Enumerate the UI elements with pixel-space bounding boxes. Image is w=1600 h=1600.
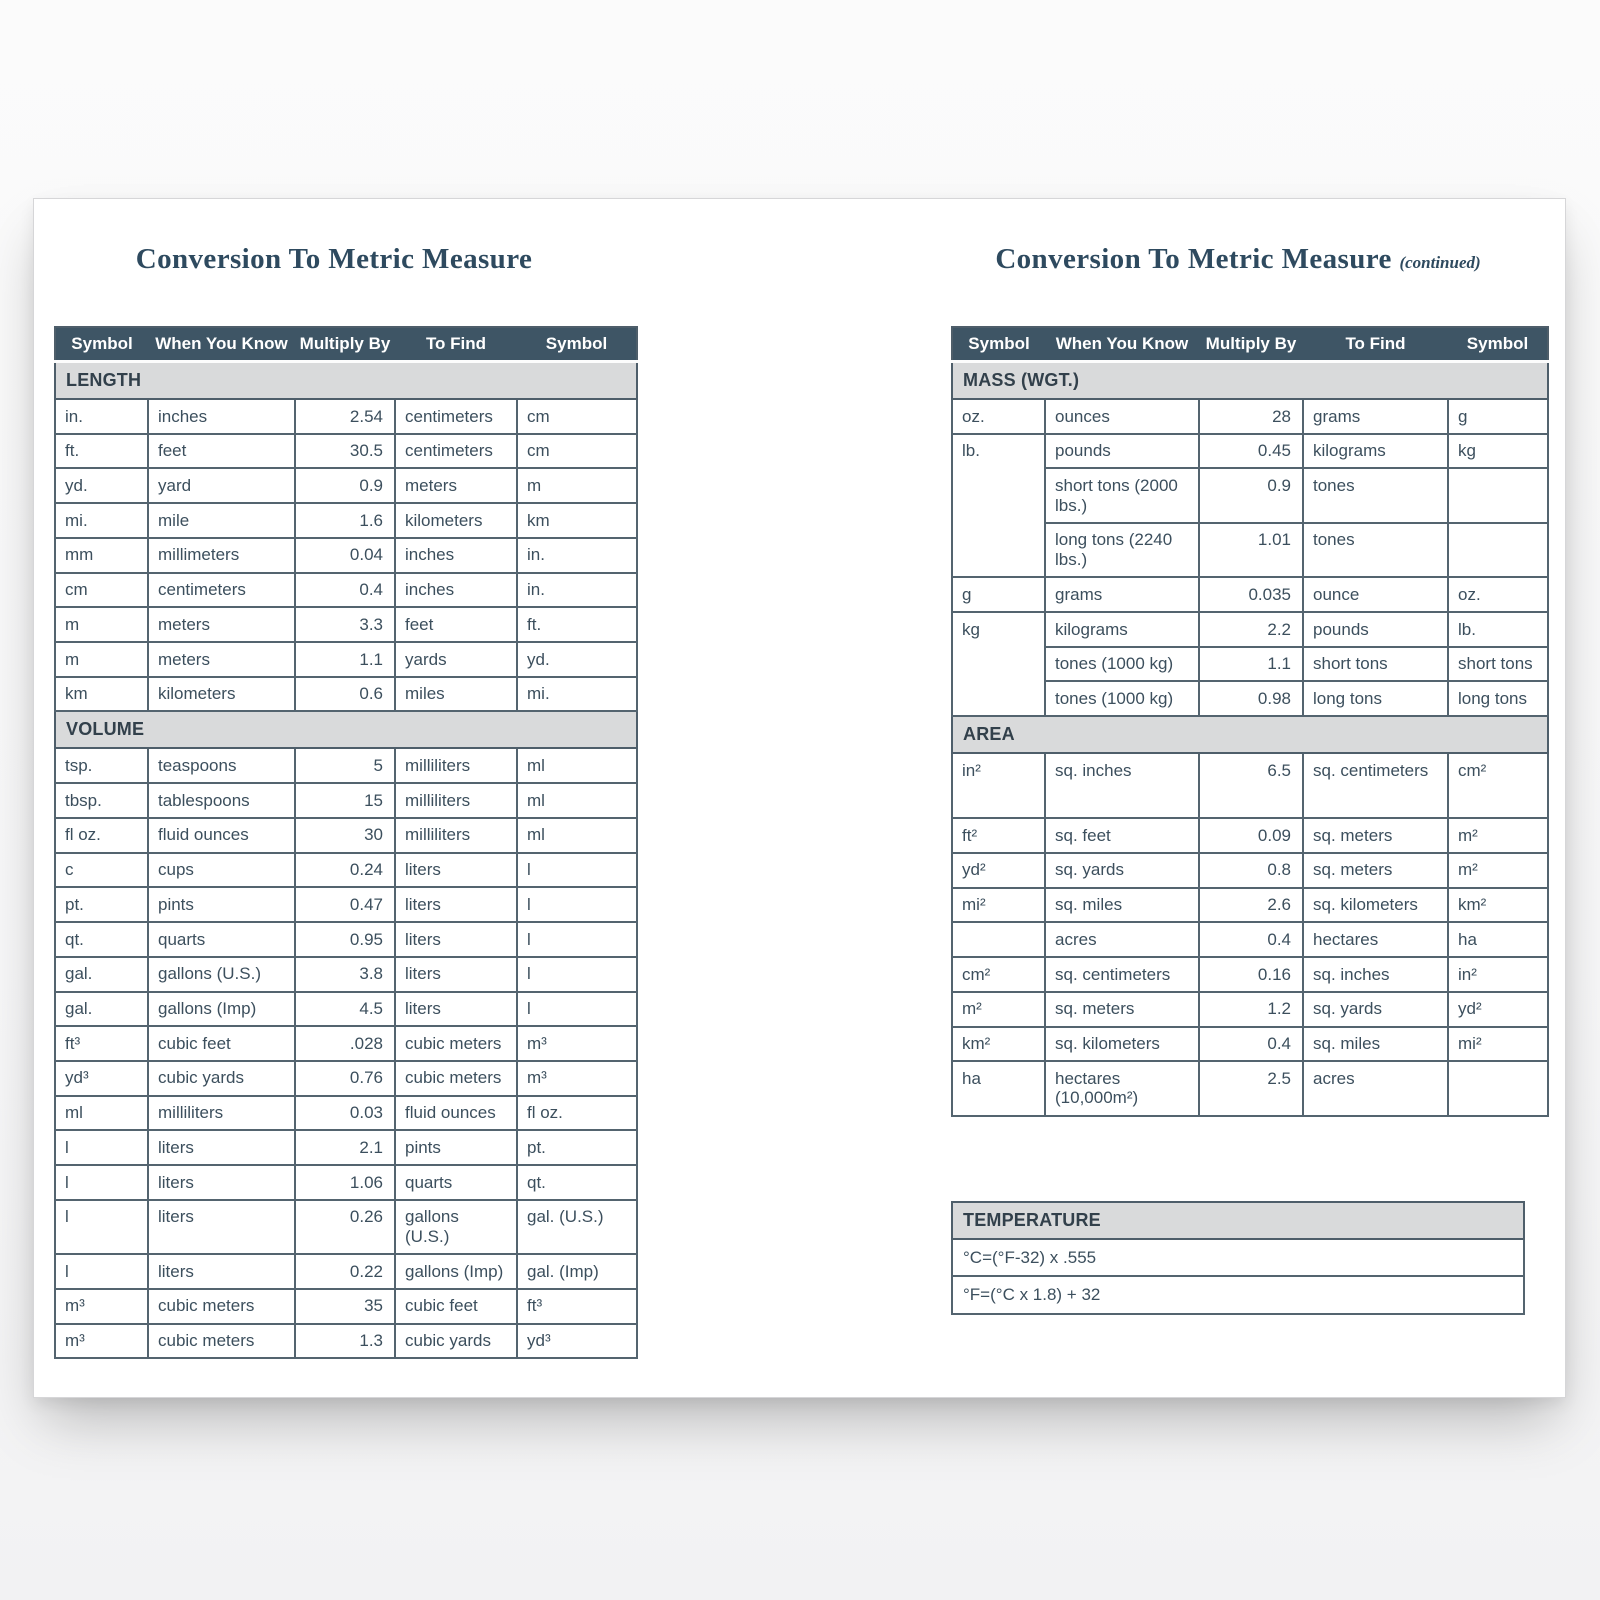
table-row xyxy=(952,434,1548,469)
table-cell: long tons (2240 lbs.) xyxy=(1045,523,1199,577)
table-cell: 0.76 xyxy=(295,1061,395,1096)
table-cell: ml xyxy=(55,1096,148,1131)
table-row xyxy=(952,1061,1548,1115)
table-row xyxy=(952,753,1548,818)
table-row xyxy=(55,1096,637,1131)
table-cell: l xyxy=(517,922,637,957)
table-cell: m² xyxy=(1448,818,1548,853)
table-row xyxy=(55,748,637,783)
table-cell: cubic meters xyxy=(148,1289,295,1324)
table-cell: lb. xyxy=(1448,612,1548,647)
table-cell: m xyxy=(55,607,148,642)
table-cell: pints xyxy=(395,1130,517,1165)
table-cell: 2.2 xyxy=(1199,612,1303,647)
table-cell: acres xyxy=(1303,1061,1448,1115)
table-cell: gallons (Imp) xyxy=(395,1254,517,1289)
table-cell: sq. meters xyxy=(1303,818,1448,853)
table-cell: 0.09 xyxy=(1199,818,1303,853)
table-cell: liters xyxy=(148,1165,295,1200)
table-cell: liters xyxy=(395,957,517,992)
table-cell: g xyxy=(1448,399,1548,434)
table-row xyxy=(55,468,637,503)
table-cell: 1.06 xyxy=(295,1165,395,1200)
table-cell: sq. centimeters xyxy=(1045,957,1199,992)
table-cell: m xyxy=(55,642,148,677)
table-cell: cubic meters xyxy=(395,1026,517,1061)
table-row xyxy=(55,922,637,957)
table-cell: acres xyxy=(1045,922,1199,957)
header-row xyxy=(952,327,1548,362)
table-cell: pints xyxy=(148,887,295,922)
table-cell: l xyxy=(517,957,637,992)
table-cell: 0.9 xyxy=(295,468,395,503)
table-cell: oz. xyxy=(1448,577,1548,612)
column-header: To Find xyxy=(395,327,517,362)
table-row xyxy=(952,957,1548,992)
table-cell: sq. meters xyxy=(1303,853,1448,888)
table-cell: liters xyxy=(395,887,517,922)
page-title-right xyxy=(951,243,1525,276)
table-cell: 0.035 xyxy=(1199,577,1303,612)
table-cell: kilograms xyxy=(1303,434,1448,469)
table-cell: fl oz. xyxy=(517,1096,637,1131)
section-header: LENGTH xyxy=(55,362,637,400)
table-row xyxy=(55,1254,637,1289)
table-cell: cubic yards xyxy=(395,1324,517,1359)
table-cell: in. xyxy=(517,573,637,608)
table-cell: in² xyxy=(952,753,1045,818)
table-row xyxy=(55,1200,637,1254)
table-row xyxy=(55,957,637,992)
table-row xyxy=(952,1239,1524,1277)
table-row xyxy=(55,1289,637,1324)
table-cell: sq. inches xyxy=(1303,957,1448,992)
column-header: Multiply By xyxy=(295,327,395,362)
table-cell: liters xyxy=(148,1130,295,1165)
table-row xyxy=(55,503,637,538)
table-cell: 1.1 xyxy=(1199,647,1303,682)
table-cell: meters xyxy=(148,607,295,642)
table-cell: quarts xyxy=(148,922,295,957)
table-cell: quarts xyxy=(395,1165,517,1200)
table-cell: cm² xyxy=(1448,753,1548,818)
table-row xyxy=(55,783,637,818)
table-cell: l xyxy=(517,853,637,888)
table-row xyxy=(952,1276,1524,1314)
table-cell xyxy=(1448,1061,1548,1115)
section-header: AREA xyxy=(952,716,1548,753)
table-cell: 1.3 xyxy=(295,1324,395,1359)
table-cell: mi² xyxy=(952,888,1045,923)
table-cell: short tons xyxy=(1303,647,1448,682)
header-row xyxy=(55,327,637,362)
temperature-table xyxy=(951,1201,1525,1315)
table-cell: l xyxy=(55,1254,148,1289)
table-cell: 0.4 xyxy=(1199,1027,1303,1062)
section-row xyxy=(952,716,1548,753)
table-cell: tbsp. xyxy=(55,783,148,818)
column-header: Symbol xyxy=(952,327,1045,362)
continued-note: (continued) xyxy=(1399,253,1481,272)
table-cell: m³ xyxy=(55,1289,148,1324)
table-cell: cm xyxy=(55,573,148,608)
table-cell: in. xyxy=(55,399,148,434)
table-cell: 0.26 xyxy=(295,1200,395,1254)
table-cell: kilometers xyxy=(148,677,295,712)
table-cell: in. xyxy=(517,538,637,573)
column-header: Multiply By xyxy=(1199,327,1303,362)
left-page-column xyxy=(54,243,614,1359)
table-cell: fluid ounces xyxy=(395,1096,517,1131)
table-cell: ha xyxy=(1448,922,1548,957)
table-row xyxy=(55,1324,637,1359)
table-cell: tablespoons xyxy=(148,783,295,818)
table-cell: gal. (U.S.) xyxy=(517,1200,637,1254)
table-cell: pounds xyxy=(1045,434,1199,469)
table-cell: m² xyxy=(1448,853,1548,888)
table-cell: km² xyxy=(1448,888,1548,923)
table-row xyxy=(952,888,1548,923)
table-cell: yd³ xyxy=(517,1324,637,1359)
table-cell: 3.3 xyxy=(295,607,395,642)
table-cell: mi. xyxy=(55,503,148,538)
table-cell: 2.5 xyxy=(1199,1061,1303,1115)
table-row xyxy=(55,677,637,712)
table-cell: cm xyxy=(517,399,637,434)
table-cell: sq. centimeters xyxy=(1303,753,1448,818)
table-cell: 0.6 xyxy=(295,677,395,712)
table-cell: cubic yards xyxy=(148,1061,295,1096)
table-cell: millimeters xyxy=(148,538,295,573)
table-cell: sq. miles xyxy=(1303,1027,1448,1062)
table-cell: tones xyxy=(1303,523,1448,577)
table-cell: km² xyxy=(952,1027,1045,1062)
column-header: Symbol xyxy=(55,327,148,362)
table-cell: tones (1000 kg) xyxy=(1045,647,1199,682)
table-cell: 28 xyxy=(1199,399,1303,434)
table-cell: 2.54 xyxy=(295,399,395,434)
table-cell xyxy=(952,922,1045,957)
table-cell: centimeters xyxy=(395,399,517,434)
table-cell: m xyxy=(517,468,637,503)
table-cell: 1.1 xyxy=(295,642,395,677)
table-cell: ft. xyxy=(517,607,637,642)
table-row xyxy=(55,399,637,434)
table-cell: sq. yards xyxy=(1045,853,1199,888)
table-cell: c xyxy=(55,853,148,888)
table-cell: sq. miles xyxy=(1045,888,1199,923)
table-cell: milliliters xyxy=(395,818,517,853)
table-cell: gal. xyxy=(55,957,148,992)
table-cell: lb. xyxy=(952,434,1045,578)
table-cell: centimeters xyxy=(148,573,295,608)
table-row xyxy=(952,612,1548,647)
table-cell: m³ xyxy=(517,1061,637,1096)
table-cell: 1.01 xyxy=(1199,523,1303,577)
table-row xyxy=(55,573,637,608)
table-cell: 5 xyxy=(295,748,395,783)
table-cell: sq. kilometers xyxy=(1045,1027,1199,1062)
table-row xyxy=(55,538,637,573)
column-header: To Find xyxy=(1303,327,1448,362)
table-cell: ft² xyxy=(952,818,1045,853)
table-cell: m³ xyxy=(517,1026,637,1061)
table-cell: cups xyxy=(148,853,295,888)
table-cell: ft³ xyxy=(517,1289,637,1324)
table-cell: kilometers xyxy=(395,503,517,538)
table-cell: cubic feet xyxy=(148,1026,295,1061)
table-cell: l xyxy=(55,1130,148,1165)
table-cell: long tons xyxy=(1303,681,1448,716)
table-cell: mile xyxy=(148,503,295,538)
table-cell: 3.8 xyxy=(295,957,395,992)
table-cell: milliliters xyxy=(395,748,517,783)
table-cell: liters xyxy=(395,853,517,888)
table-cell: sq. kilometers xyxy=(1303,888,1448,923)
table-cell: kg xyxy=(952,612,1045,716)
section-header: MASS (WGT.) xyxy=(952,362,1548,400)
formula-celsius: °C=(°F-32) x .555 xyxy=(952,1239,1524,1277)
table-row xyxy=(952,853,1548,888)
column-header: Symbol xyxy=(517,327,637,362)
table-cell: l xyxy=(55,1165,148,1200)
table-cell: 0.16 xyxy=(1199,957,1303,992)
table-cell: 1.6 xyxy=(295,503,395,538)
page-title-left-text: Conversion To Metric Measure xyxy=(135,243,533,275)
table-cell: tones (1000 kg) xyxy=(1045,681,1199,716)
column-header: When You Know xyxy=(148,327,295,362)
table-cell: gallons (Imp) xyxy=(148,992,295,1027)
table-cell: 0.03 xyxy=(295,1096,395,1131)
table-cell: kilograms xyxy=(1045,612,1199,647)
table-cell: in² xyxy=(1448,957,1548,992)
column-header: Symbol xyxy=(1448,327,1548,362)
table-cell: sq. yards xyxy=(1303,992,1448,1027)
table-cell: gallons (U.S.) xyxy=(395,1200,517,1254)
table-cell: l xyxy=(517,992,637,1027)
table-cell: liters xyxy=(148,1200,295,1254)
table-cell: 0.4 xyxy=(295,573,395,608)
table-cell: grams xyxy=(1303,399,1448,434)
document-card xyxy=(33,198,1566,1398)
table-row xyxy=(952,1202,1524,1239)
table-cell: long tons xyxy=(1448,681,1548,716)
table-row xyxy=(952,818,1548,853)
table-cell: .028 xyxy=(295,1026,395,1061)
table-row xyxy=(55,887,637,922)
table-cell: pt. xyxy=(517,1130,637,1165)
page-title-right-text: Conversion To Metric Measure xyxy=(995,243,1392,275)
table-cell: pt. xyxy=(55,887,148,922)
table-cell xyxy=(1448,523,1548,577)
table-row xyxy=(55,642,637,677)
table-cell: milliliters xyxy=(148,1096,295,1131)
table-cell: 2.6 xyxy=(1199,888,1303,923)
table-cell: 0.4 xyxy=(1199,922,1303,957)
table-row xyxy=(55,434,637,469)
column-header: When You Know xyxy=(1045,327,1199,362)
table-cell: ft³ xyxy=(55,1026,148,1061)
table-cell: km xyxy=(55,677,148,712)
table-cell: ounce xyxy=(1303,577,1448,612)
table-row xyxy=(55,1026,637,1061)
table-cell: km xyxy=(517,503,637,538)
table-cell: inches xyxy=(395,538,517,573)
section-header: VOLUME xyxy=(55,711,637,748)
table-row xyxy=(55,853,637,888)
table-cell: yd² xyxy=(952,853,1045,888)
table-cell: oz. xyxy=(952,399,1045,434)
table-cell: 0.45 xyxy=(1199,434,1303,469)
table-cell: ml xyxy=(517,818,637,853)
table-cell: ft. xyxy=(55,434,148,469)
table-cell: sq. meters xyxy=(1045,992,1199,1027)
table-cell: 4.5 xyxy=(295,992,395,1027)
table-row xyxy=(952,992,1548,1027)
table-row xyxy=(55,818,637,853)
table-row xyxy=(55,1165,637,1200)
table-cell: hectares (10,000m²) xyxy=(1045,1061,1199,1115)
table-cell: cubic feet xyxy=(395,1289,517,1324)
section-row xyxy=(952,362,1548,400)
table-cell: 0.98 xyxy=(1199,681,1303,716)
table-cell: liters xyxy=(148,1254,295,1289)
table-cell: 30.5 xyxy=(295,434,395,469)
right-page-column xyxy=(951,243,1533,1315)
table-cell: liters xyxy=(395,992,517,1027)
table-row xyxy=(55,1061,637,1096)
table-cell: cubic meters xyxy=(148,1324,295,1359)
table-cell: 0.95 xyxy=(295,922,395,957)
table-cell: qt. xyxy=(517,1165,637,1200)
table-cell: l xyxy=(55,1200,148,1254)
table-cell: tsp. xyxy=(55,748,148,783)
conversion-table-right xyxy=(951,326,1549,1117)
table-row xyxy=(952,922,1548,957)
table-cell: ml xyxy=(517,783,637,818)
table-cell: grams xyxy=(1045,577,1199,612)
section-row xyxy=(55,362,637,400)
table-cell: inches xyxy=(395,573,517,608)
table-cell: 0.47 xyxy=(295,887,395,922)
table-row xyxy=(55,607,637,642)
section-header-temperature: TEMPERATURE xyxy=(952,1202,1524,1239)
table-cell: miles xyxy=(395,677,517,712)
table-cell xyxy=(1448,468,1548,522)
table-cell: tones xyxy=(1303,468,1448,522)
table-cell: 0.24 xyxy=(295,853,395,888)
table-cell: inches xyxy=(148,399,295,434)
table-cell: 0.9 xyxy=(1199,468,1303,522)
table-cell: 15 xyxy=(295,783,395,818)
table-cell: m³ xyxy=(55,1324,148,1359)
table-cell: gal. xyxy=(55,992,148,1027)
table-cell: l xyxy=(517,887,637,922)
page-title-left xyxy=(54,243,614,276)
table-cell: feet xyxy=(148,434,295,469)
table-cell: yd. xyxy=(517,642,637,677)
table-cell: gallons (U.S.) xyxy=(148,957,295,992)
table-cell: mi. xyxy=(517,677,637,712)
table-cell: sq. inches xyxy=(1045,753,1199,818)
table-cell: 0.04 xyxy=(295,538,395,573)
table-cell: sq. feet xyxy=(1045,818,1199,853)
table-cell: meters xyxy=(395,468,517,503)
table-cell: teaspoons xyxy=(148,748,295,783)
table-row xyxy=(952,399,1548,434)
table-cell: ha xyxy=(952,1061,1045,1115)
table-cell: yd. xyxy=(55,468,148,503)
table-cell: 2.1 xyxy=(295,1130,395,1165)
table-cell: cm xyxy=(517,434,637,469)
table-cell: 6.5 xyxy=(1199,753,1303,818)
table-cell: kg xyxy=(1448,434,1548,469)
table-cell: yards xyxy=(395,642,517,677)
table-cell: meters xyxy=(148,642,295,677)
table-cell: 30 xyxy=(295,818,395,853)
table-cell: 0.8 xyxy=(1199,853,1303,888)
table-cell: feet xyxy=(395,607,517,642)
table-cell: fl oz. xyxy=(55,818,148,853)
table-cell: cubic meters xyxy=(395,1061,517,1096)
table-cell: ounces xyxy=(1045,399,1199,434)
table-cell: gal. (Imp) xyxy=(517,1254,637,1289)
table-cell: hectares xyxy=(1303,922,1448,957)
table-cell: g xyxy=(952,577,1045,612)
table-cell: short tons xyxy=(1448,647,1548,682)
table-cell: centimeters xyxy=(395,434,517,469)
table-cell: qt. xyxy=(55,922,148,957)
conversion-table-left xyxy=(54,326,638,1359)
table-row xyxy=(952,1027,1548,1062)
table-cell: 1.2 xyxy=(1199,992,1303,1027)
table-cell: pounds xyxy=(1303,612,1448,647)
table-row xyxy=(952,577,1548,612)
table-row xyxy=(55,1130,637,1165)
table-cell: 35 xyxy=(295,1289,395,1324)
table-cell: mm xyxy=(55,538,148,573)
section-row xyxy=(55,711,637,748)
table-cell: liters xyxy=(395,922,517,957)
table-row xyxy=(55,992,637,1027)
table-cell: cm² xyxy=(952,957,1045,992)
table-cell: mi² xyxy=(1448,1027,1548,1062)
table-cell: short tons (2000 lbs.) xyxy=(1045,468,1199,522)
formula-fahrenheit: °F=(°C x 1.8) + 32 xyxy=(952,1276,1524,1314)
table-cell: ml xyxy=(517,748,637,783)
table-cell: 0.22 xyxy=(295,1254,395,1289)
table-cell: yard xyxy=(148,468,295,503)
table-cell: yd² xyxy=(1448,992,1548,1027)
table-cell: m² xyxy=(952,992,1045,1027)
table-cell: yd³ xyxy=(55,1061,148,1096)
table-cell: milliliters xyxy=(395,783,517,818)
table-cell: fluid ounces xyxy=(148,818,295,853)
